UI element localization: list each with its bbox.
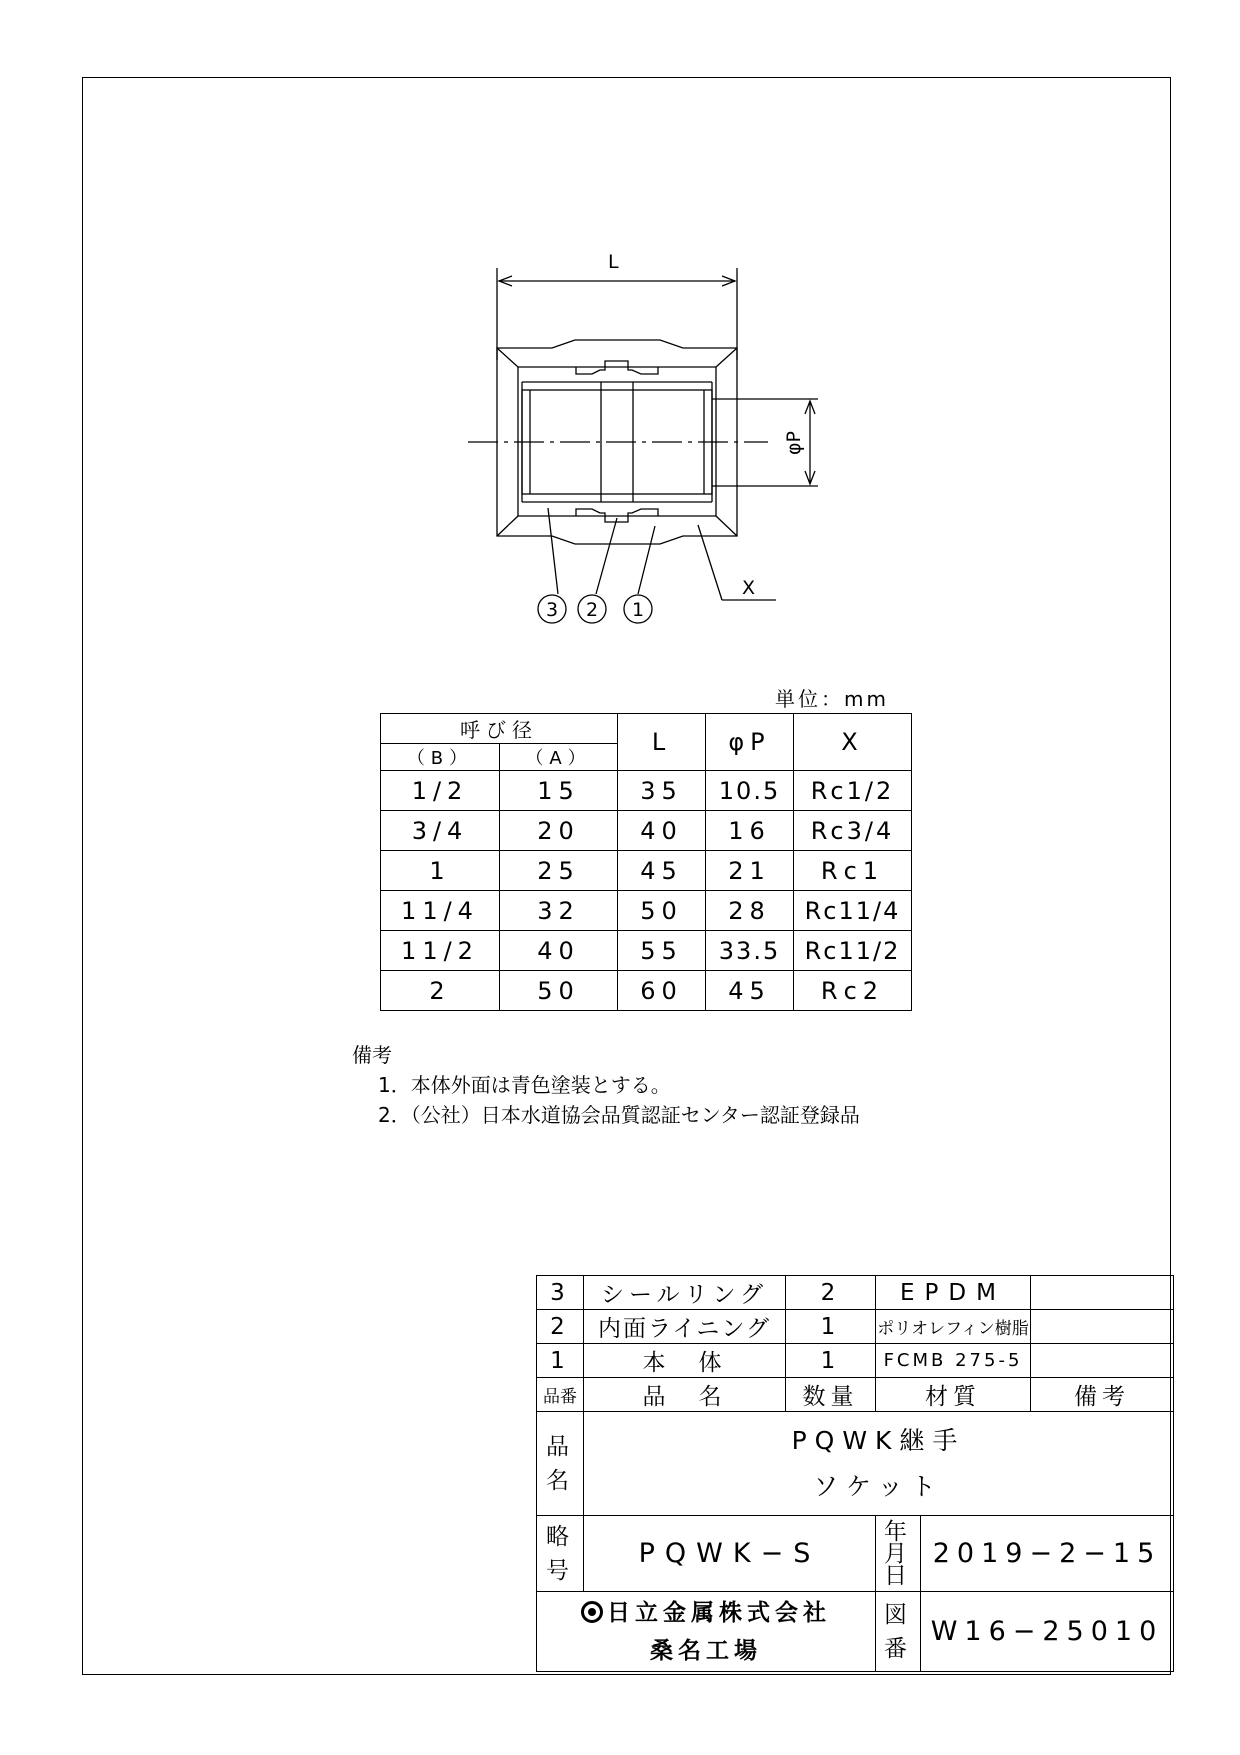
cell-b: 1/2 bbox=[381, 771, 500, 811]
part-note bbox=[1031, 1344, 1174, 1378]
product-name bbox=[584, 1412, 1174, 1516]
remarks-title: 備考 bbox=[352, 1043, 392, 1067]
cell-p: 33.5 bbox=[706, 931, 794, 971]
table-row bbox=[381, 771, 912, 811]
code-label-2: 号 bbox=[546, 1557, 574, 1584]
cell-a: 50 bbox=[500, 971, 618, 1011]
balloon-1-label: 1 bbox=[631, 599, 645, 621]
cell-a: 40 bbox=[500, 931, 618, 971]
dim-X-label: X bbox=[742, 577, 756, 599]
cell-p: 45 bbox=[706, 971, 794, 1011]
cell-l: 50 bbox=[618, 891, 706, 931]
part-no: 3 bbox=[537, 1276, 584, 1310]
parts-row bbox=[537, 1344, 1174, 1378]
product-name-label bbox=[537, 1412, 584, 1516]
parts-and-title-block bbox=[536, 1275, 1174, 1672]
drawing-number: W16−25010 bbox=[921, 1592, 1174, 1672]
cell-p: 21 bbox=[706, 851, 794, 891]
code-label bbox=[537, 1516, 584, 1592]
cell-l: 40 bbox=[618, 811, 706, 851]
product-name-line2: ソケット bbox=[813, 1471, 944, 1501]
header-part-no: 品番 bbox=[537, 1378, 584, 1412]
cell-l: 35 bbox=[618, 771, 706, 811]
remark-item-2: 2．（公社）日本水道協会品質認証センター認証登録品 bbox=[378, 1103, 860, 1127]
header-B: （B） bbox=[381, 744, 500, 771]
cell-p: 16 bbox=[706, 811, 794, 851]
part-no: 1 bbox=[537, 1344, 584, 1378]
part-qty: 1 bbox=[786, 1344, 876, 1378]
cell-a: 15 bbox=[500, 771, 618, 811]
table-row bbox=[381, 811, 912, 851]
cell-p: 10.5 bbox=[706, 771, 794, 811]
parts-header-row bbox=[537, 1378, 1174, 1412]
header-nominal: 呼び径 bbox=[381, 714, 618, 744]
drawing-no-label-2: 番 bbox=[884, 1635, 912, 1662]
company-plant: 桑名工場 bbox=[650, 1637, 762, 1664]
company bbox=[537, 1592, 876, 1672]
drawing-date: 2019−2−15 bbox=[921, 1516, 1174, 1592]
company-name: 日立金属株式会社 bbox=[607, 1599, 831, 1626]
cell-b: 1 bbox=[381, 851, 500, 891]
cell-b: 2 bbox=[381, 971, 500, 1011]
part-note bbox=[1031, 1310, 1174, 1344]
part-name: 本 体 bbox=[584, 1344, 786, 1378]
dim-L-label: L bbox=[608, 251, 619, 273]
dimension-table bbox=[380, 713, 912, 1011]
product-code: PQWK−S bbox=[584, 1516, 876, 1592]
company-logo-icon bbox=[581, 1601, 603, 1623]
cell-l: 60 bbox=[618, 971, 706, 1011]
parts-row bbox=[537, 1276, 1174, 1310]
part-name: シールリング bbox=[584, 1276, 786, 1310]
cell-a: 20 bbox=[500, 811, 618, 851]
part-material: EPDM bbox=[876, 1276, 1031, 1310]
part-material: ポリオレフィン樹脂 bbox=[876, 1310, 1031, 1344]
drawing-no-label-1: 図 bbox=[884, 1601, 912, 1628]
table-row bbox=[381, 891, 912, 931]
header-X: X bbox=[794, 714, 912, 771]
code-date-row bbox=[537, 1516, 1174, 1592]
unit-label: 単位：mm bbox=[775, 687, 889, 711]
part-no: 2 bbox=[537, 1310, 584, 1344]
cell-l: 45 bbox=[618, 851, 706, 891]
header-material: 材質 bbox=[876, 1378, 1031, 1412]
product-name-line1: PQWK継手 bbox=[791, 1425, 966, 1455]
cell-x: Rc11/4 bbox=[794, 891, 912, 931]
part-note bbox=[1031, 1276, 1174, 1310]
table-row bbox=[381, 971, 912, 1011]
date-label-1: 年 bbox=[884, 1518, 912, 1545]
date-label bbox=[876, 1516, 921, 1592]
cell-b: 11/2 bbox=[381, 931, 500, 971]
part-name: 内面ライニング bbox=[584, 1310, 786, 1344]
header-phiP: φP bbox=[706, 714, 794, 771]
header-L: L bbox=[618, 714, 706, 771]
product-name-label-1: 品 bbox=[546, 1433, 574, 1460]
part-qty: 1 bbox=[786, 1310, 876, 1344]
balloon-2-label: 2 bbox=[585, 599, 599, 621]
table-row bbox=[381, 931, 912, 971]
parts-row bbox=[537, 1310, 1174, 1344]
cell-x: Rc1 bbox=[794, 851, 912, 891]
balloon-3-label: 3 bbox=[545, 599, 559, 621]
cell-b: 11/4 bbox=[381, 891, 500, 931]
dim-phiP-label: φP bbox=[783, 431, 805, 455]
company-row bbox=[537, 1592, 1174, 1672]
cell-x: Rc1/2 bbox=[794, 771, 912, 811]
product-name-label-2: 名 bbox=[546, 1467, 574, 1494]
remark-item-1: 1．本体外面は青色塗装とする。 bbox=[378, 1073, 671, 1097]
code-label-1: 略 bbox=[546, 1523, 574, 1550]
cell-x: Rc3/4 bbox=[794, 811, 912, 851]
cell-p: 28 bbox=[706, 891, 794, 931]
cell-a: 25 bbox=[500, 851, 618, 891]
product-name-row bbox=[537, 1412, 1174, 1516]
drawing-no-label bbox=[876, 1592, 921, 1672]
header-qty: 数量 bbox=[786, 1378, 876, 1412]
cell-l: 55 bbox=[618, 931, 706, 971]
part-material: FCMB 275-5 bbox=[876, 1344, 1031, 1378]
header-note: 備考 bbox=[1031, 1378, 1174, 1412]
header-part-name: 品 名 bbox=[584, 1378, 786, 1412]
date-label-2: 月 bbox=[884, 1540, 912, 1567]
remarks-section bbox=[352, 1040, 860, 1130]
date-label-3: 日 bbox=[884, 1562, 912, 1589]
part-qty: 2 bbox=[786, 1276, 876, 1310]
cell-x: Rc11/2 bbox=[794, 931, 912, 971]
table-row bbox=[381, 851, 912, 891]
header-A: （A） bbox=[500, 744, 618, 771]
cell-x: Rc2 bbox=[794, 971, 912, 1011]
cell-b: 3/4 bbox=[381, 811, 500, 851]
cell-a: 32 bbox=[500, 891, 618, 931]
